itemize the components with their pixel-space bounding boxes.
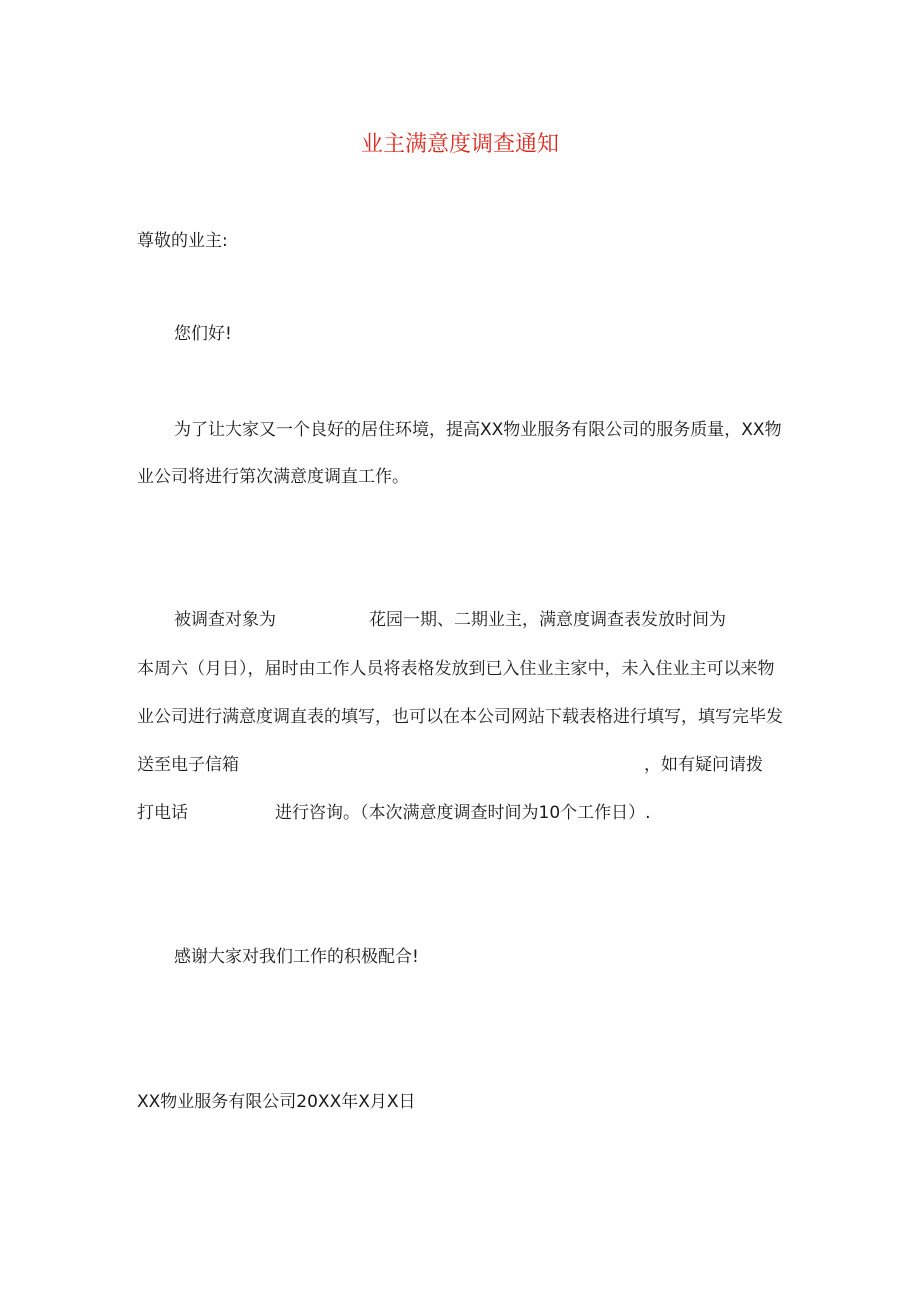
paragraph-2-line-3: 业公司进行满意度调直表的填写，也可以在本公司网站下载表格进行填写，填写完毕发 [137,707,783,727]
greeting: 您们好! [174,324,232,344]
paragraph-2-line-2: 本周六（月日），届时由工作人员将表格发放到已入住业主家中，未入住业主可以来物 [137,659,775,679]
salutation: 尊敬的业主: [137,231,228,251]
document-title: 业主满意度调查通知 [360,132,559,157]
paragraph-1-line-2: 业公司将进行第次满意度调直工作。 [137,467,409,487]
survey-target-label: 被调查对象为 [174,610,276,630]
email-label: 送至电子信箱 [137,755,239,775]
survey-target-detail: 花园一期、二期业主，满意度调查表发放时间为 [369,610,726,630]
consultation-note: 进行咨询。（本次满意度调查时间为10个工作日）. [275,803,651,823]
phone-label: 打电话 [137,803,188,823]
contact-prompt: ，如有疑问请拨 [644,755,763,775]
thanks-line: 感谢大家对我们工作的积极配合! [174,947,419,967]
paragraph-1-line-1: 为了让大家又一个良好的居住环境，提高XX物业服务有限公司的服务质量，XX物 [174,420,782,440]
signature-line: XX物业服务有限公司20XX年X月X日 [137,1092,416,1112]
